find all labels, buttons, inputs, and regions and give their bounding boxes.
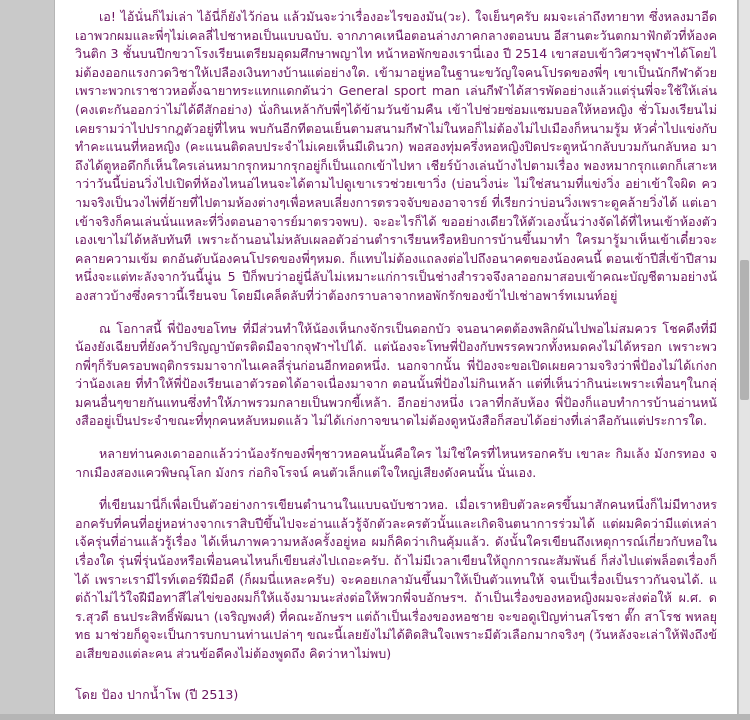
vertical-scrollbar[interactable] — [738, 0, 750, 720]
bottom-edge — [0, 714, 750, 720]
document-page — [54, 0, 738, 720]
scrollbar-thumb[interactable] — [740, 260, 749, 400]
paragraph-dorm-legend: เอ! ไอ้นั่นก็ไม่เล่า ไอ้นี่ก็ยังไว้ก่อน แล้วมันจะว่าเรื่องอะไรของมัน(วะ). ใจเย็นๆครับ ผมจะเล่าถึงทายาท ซึ่งหลงมาอีดเอาพวกผมและพี่ๆไม่เคลลี่ไปชาหอเป็นแบบฉบับ. จากภาคเหนือตอนล่างภาคกลางตอนบน อีสานตะวันตกมาฟักตัวที่ห้องควินติก 3 ชั้นบนปีกขวาโรงเรียนเตรียมอุดมศึกษาพญาไท หน้าหอพักของเรานี่เอง ปี 2514 เขาสอบเข้าวิศวฯจุฬาฯได้โดยไม่ต้องออกแรงกวดวิชาให้เปลืองเงินทางบ้านแต่อย่างใด. เข้ามาอยู่หอในฐานะขวัญใจคนโปรดของพี่ๆ เขาเป็นนักกีฬาด้วยเพราะพวกเราชาวหอตั้งฉายาทระแทกแดกดันว่า General sport man เล่นกีฬาได้สารพัดอย่างแล้วแต่รุ่นพี่จะใช้ให้เล่น (คงเตะกันออกว่าไม่ได้ดีสักอย่าง) นั่งกินเหล้ากับพี่ๆได้ข้ามวันข้ามคืน เข้าไปช่วยซ่อมแซมบอลให้หอหญิง ชั่วโมงเรียนไม่เคยรามว่าไปปรากฎตัวอยู่ที่ไหน พบกันอีกทีตอนเย็นตามสนามกีฬาไม่ในหอก็ไม่ต้องไม่ไปเมืองก็หนามรู้ม หัวค่ำไปแข่งกับทำคะแนนที่หอหญิง (คะแนนติดลบประจำไม่เคยเห็นมีเดินวก) พอสองทุ่มครึ่งหอหญิงปิดประตูหน้ากลับบวมกันกลับหอ มาถึงได้ตูหอดึกก็เห็นใครเล่นหมากรุกหมากรุกอยู่ก็เป็นแถกเข้าไปหา เชียร์บ้างเล่นบ้างไปตามเรื่อง พองหมากรุกแตกก็เสาะหาว่าวันนี้บ่อนวิ่งไปเปิดที่ห้องไหนอ่ไหนจะได้ตามไปดูเขาเรวช่วยเขาวิ่ง (บ่อนวิ่งน่ะ ไม่ใช่สนามที่แข่งวิ่ง อย่าเข้าใจผิด ความจริงเป็นวงไพ่ที่ย้ายที่ไปตามห้องต่างๆเพื่อหลบเลี่ยงการตรวจจับของอาจารย์ ที่เรียกว่าบ่อนวิ่งเพราะดูคล้ายวิ่งได้ แต่เอาเข้าจริงก็คนเล่นนั่นแหละที่วิ่งตอนอาจารย์มาตรวจพบ). จะอะไรก็ได้ ขออย่างเดียวให้ตัวเองนั้นว่างจัดได้ที่ไหนเข้าห้องตัวเองเขาไม่ได้หลับทันที เพราะถ้านอนไม่หลับเผลอตัวอ่านตำราเรียนหรือหยิบการบ้านขึ้นมาทำ ใครมารู้มาเห็นเข้าเดี๋ยวจะคลายความเข้ม ตกอันดับน้องคนโปรดของพี่ๆหมด. ก็แทบไม่ต้องแถลงต่อไปถึงอนาคตของน้องคนนี้ ตอนเข้าปีสี่เข้าปีสามหนึ่งจะแต่ทะลังจากวันนี้นู่น 5 ปีก็พบว่าอยู่นี่ลับไม่เหมาะแก่การเป็นช่างสำรวจจึงลาออกมาสอบเข้าคณะบัญชีตามอย่างน้องสาวบ้างซึ่งคราวนี้เรียนจบ โดยมีเคล็ดลับที่ว่าต้องกราบลาจากหอพักรักของข้าไปเช่าอพาร์ทเมนท์อยู่ — [75, 9, 718, 303]
paragraph-reveal: หลายท่านคงเดาออกแล้วว่าน้องรักของพี่ๆชาวหอคนนั้นคือใคร ไม่ใช่ใครที่ไหนหรอกครับ เขาละ กิมเล้ง มังกรทอง จากเมืองสองแควพิษณุโลก มังกร ก่อกิจโรจน์ คนตัวเล็กแต่ใจใหญ่เสียงดังคนนั้น นั่นเอง. — [75, 446, 717, 480]
paragraph-invitation: ที่เขียนมานี่ก็เพื่อเป็นตัวอย่างการเขียนตำนานในแบบฉบับชาวหอ. เมื่อเราหยิบตัวละครขึ้นมาสักคนหนึ่งก็ไม่มีทางหรอกครับที่คนที่อยู่หอห่างจากเราสิบปีขึ้นไปจะอ่านแล้วรู้จักตัวละครตัวนั้นและเกิดจินตนาการร่วมได้ แต่ผมคิดว่ามีแต่เหล่าเจ้ครุ่นที่อ่านแล้วรู้เรื่อง ได้เห็นภาพความหลังครั้งอยู่หอ ผมก็คิดว่าเกินคุ้มแล้ว. ดังนั้นใครเขียนถึงเหตุการณ์เกี่ยวกับหอในเรื่องใด รุ่นพี่รุ่นน้องหรือเพื่อนคนไหนก็เขียนส่งไปเถอะครับ. ถ้าไม่มีเวลาเขียนให้ถูกการณะสัมพันธ์ ก็ส่งไปแต่พล็อตเรื่องก็ได้ เพราะเรามีไรท์เตอร์ฝีมือดี (ก็ผมนี่แหละครับ) จะคอยเกลามันขึ้นมาให้เป็นตัวแทนให้ จนเป็นเรื่องเป็นราวกันจนได้. แต่ถ้าไม่ไว้ใจฝีมือทาสีไสไข่ของผมก็ให้แจ้งมามนะส่งต่อให้พวกพี่จบอักษรฯ. ถ้าเป็นเรื่องของหอหญิงผมจะส่งต่อให้ ผ.ศ. ดร.สุวดี ธนประสิทธิ์พัฒนา (เจริญพงศ์) ที่คณะอักษรฯ แต่ถ้าเป็นเรื่องของหอชาย จะขอดูเปิญท่านสโรชา ตั๊ก สาโรช พหลยุทธ มาช่วยก็ดูจะเป็นการบกบานท่านเปล่าๆ ขณะนี้เลยยังไม่ได้ติดสินใจเพราะมีตัวเลือกมากจริงๆ (วันหลังจะเล่าให้ฟังถึงข้อเสียของแต่ละคน ส่วนข้อดีคงไม่ต้องพูดถึง คิดว่าหาไม่พบ) — [75, 497, 717, 661]
author-signature: โดย ป้อง ปากน้ำโพ (ปี 2513) — [75, 687, 239, 702]
paragraph-apology: ณ โอกาสนี้ พี่ป้องขอโทษ ที่มีส่วนทำให้น้องเห็นกงจักรเป็นดอกบัว จนอนาคตต้องพลิกผันไปพอไม่สมควร โชคดีงที่มีน้องยังเฉียบที่ยังคว้าปริญญาบัตรติดมือจากจุฬาฯไปได้. แต่น้องจะโทษพี่ป้องกับพรรคพวกทั้งหมดคงไม่ได้หรอก เพราะพวกพี่ๆก็รับครอบพฤติกรรมมาจากไนเคลลี่รุ่นก่อนอีกทอดหนึ่ง. นอกจากนั้น พี่ป้องจะขอเปิดเผยความจริงว่าพี่ป้องไม่ได้เก่งกว่าน้องเลย ที่ทำให้พี่ป้องเรียนเอาตัวรอดได้อาจเนื่องมาจาก ตอนนั้นพี่ป้องไม่กินเหล้า แต่ที่เห็นว่ากินน่ะเพราะเพื่อนๆในกลุ่มคนอื่นๆขายกันแทนซึ่งทำให้ภาพรวมกลายเป็นพวกขี้เหล้า. อีกอย่างหนึ่ง เวลาที่กลับห้อง พี่ป้องก็แอบทำการบ้านอ่านหนังสืออยู่เป็นประจำขณะที่ทุกคนหลับหมดแล้ว ไม่ได้เก่งกาจขนาดไม่ต้องดูหนังสือก็สอบได้อย่างที่เล่าลือกันแต่ประการใด. — [75, 320, 717, 429]
